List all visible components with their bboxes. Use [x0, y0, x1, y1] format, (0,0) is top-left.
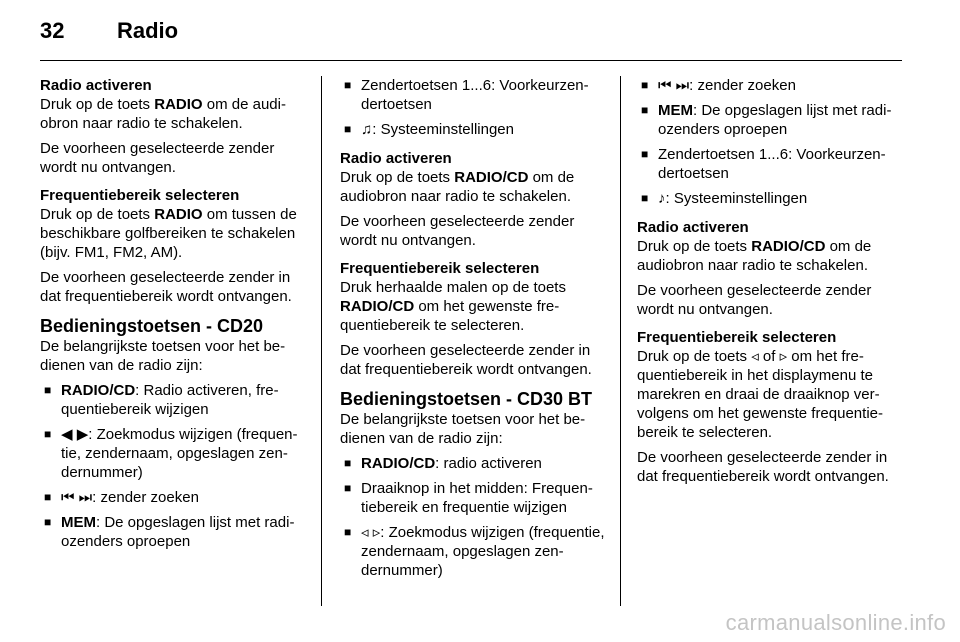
list-item: ■ MEM: De opgeslagen lijst met radiozenders oproepen: [641, 102, 892, 138]
paragraph: De voorheen geselecteerde zender in dat frequentiebereik wordt ontvangen.: [40, 269, 292, 305]
seek-icon: ⏮ ⏭: [61, 489, 93, 506]
paragraph: Druk op de toets ◃ of ▹ om het frequentiebereik in het displaymenu te marekren en draai de draaiknop vervolgens om het gewenste frequentiebereik te selecteren.: [637, 348, 883, 441]
music-note-icon: ♪: [658, 190, 666, 207]
list-item: ■ ♪: Systeeminstellingen: [641, 190, 808, 207]
bullet-icon: ■: [641, 191, 649, 205]
header-rule: [40, 60, 902, 61]
bullet-icon: ■: [44, 490, 52, 504]
list-item: ■ Draaiknop in het midden: Frequentiebereik en frequentie wijzigen: [344, 480, 593, 516]
list-item: ■ ⏮ ⏭: zender zoeken: [641, 77, 796, 94]
seek-icon: ⏮ ⏭: [658, 77, 690, 94]
paragraph: De voorheen geselecteerde zender wordt nu ontvangen.: [637, 282, 872, 318]
section-heading: Radio activeren: [40, 77, 152, 94]
list-item: ■ Zendertoetsen 1...6: Voorkeurzendertoetsen: [641, 146, 886, 182]
paragraph: Druk op de toets RADIO om de audiobron naar radio te schakelen.: [40, 96, 286, 132]
paragraph: Druk op de toets RADIO/CD om de audiobron naar radio te schakelen.: [637, 238, 872, 274]
list-item: ■ RADIO/CD: Radio activeren, frequentiebereik wijzigen: [44, 382, 279, 418]
section-heading-large: Bedieningstoetsen - CD20: [40, 316, 264, 336]
list-item: ■ ♫: Systeeminstellingen: [344, 121, 514, 138]
paragraph: De voorheen geselecteerde zender in dat frequentiebereik wordt ontvangen.: [637, 449, 889, 485]
paragraph: De belangrijkste toetsen voor het bedienen van de radio zijn:: [40, 338, 286, 374]
bullet-icon: ■: [641, 147, 649, 161]
section-radio-activeren: [40, 76, 306, 177]
bullet-icon: ■: [641, 78, 649, 92]
section-radio-activeren: [637, 218, 903, 319]
paragraph: Druk op de toets RADIO om tussen de beschikbare golfbereiken te schakelen (bijv. FM1, FM2, AM).: [40, 206, 297, 261]
bullet-icon: ■: [344, 78, 352, 92]
list-item: ■ Zendertoetsen 1...6: Voorkeurzendertoetsen: [344, 77, 589, 113]
bullet-icon: ■: [344, 481, 352, 495]
page-number: 32: [40, 18, 65, 43]
paragraph: Druk op de toets RADIO/CD om de audiobron naar radio te schakelen.: [340, 169, 575, 205]
list-item: ■ ⏮ ⏭: zender zoeken: [44, 489, 199, 506]
list-item: ■ ◃ ▹: Zoekmodus wijzigen (frequentie, zendernaam, opgeslagen zendernummer): [344, 524, 605, 579]
bullet-icon: ■: [44, 383, 52, 397]
paragraph: De voorheen geselecteerde zender wordt nu ontvangen.: [40, 140, 275, 176]
bullet-icon: ■: [344, 525, 352, 539]
list-item: ■ RADIO/CD: radio activeren: [344, 455, 542, 472]
column-3: [637, 76, 903, 495]
control-list: [637, 76, 903, 208]
column-2: [340, 76, 606, 586]
section-radio-activeren: [340, 149, 606, 250]
bullet-icon: ■: [344, 122, 352, 136]
page-title: Radio: [117, 18, 179, 43]
control-list: [340, 454, 606, 580]
section-frequentiebereik: [637, 328, 903, 486]
column-divider-1: [321, 76, 322, 606]
bullet-icon: ■: [44, 427, 52, 441]
column-1: [40, 76, 306, 557]
music-note-icon: ♫: [361, 121, 373, 138]
watermark: carmanualsonline.info: [725, 610, 946, 635]
list-item: ■ MEM: De opgeslagen lijst met radiozenders oproepen: [44, 514, 295, 550]
section-heading: Radio activeren: [637, 219, 749, 236]
paragraph: Druk herhaalde malen op de toets RADIO/CD om het gewenste frequentiebereik te selecteren.: [340, 279, 566, 334]
section-heading: Frequentiebereik selecteren: [340, 260, 540, 277]
bullet-icon: ■: [641, 103, 649, 117]
bullet-icon: ■: [344, 456, 352, 470]
arrow-left-right-icon: ◀ ▶: [61, 426, 89, 443]
section-heading: Frequentiebereik selecteren: [637, 329, 837, 346]
paragraph: De belangrijkste toetsen voor het bedienen van de radio zijn:: [340, 411, 586, 447]
section-heading: Radio activeren: [340, 150, 452, 167]
control-list: [340, 76, 606, 139]
section-heading: Frequentiebereik selecteren: [40, 187, 240, 204]
paragraph: De voorheen geselecteerde zender in dat frequentiebereik wordt ontvangen.: [340, 342, 592, 378]
section-frequentiebereik: [340, 259, 606, 379]
control-list: [40, 381, 306, 551]
paragraph: De voorheen geselecteerde zender wordt nu ontvangen.: [340, 213, 575, 249]
section-frequentiebereik: [40, 186, 306, 306]
column-divider-2: [620, 76, 621, 606]
triangle-left-right-icon: ◃ ▹: [361, 524, 381, 541]
list-item: ■ ◀ ▶: Zoekmodus wijzigen (frequentie, zendernaam, opgeslagen zendernummer): [44, 426, 298, 481]
bullet-icon: ■: [44, 515, 52, 529]
section-heading-large: Bedieningstoetsen - CD30 BT: [340, 389, 593, 409]
